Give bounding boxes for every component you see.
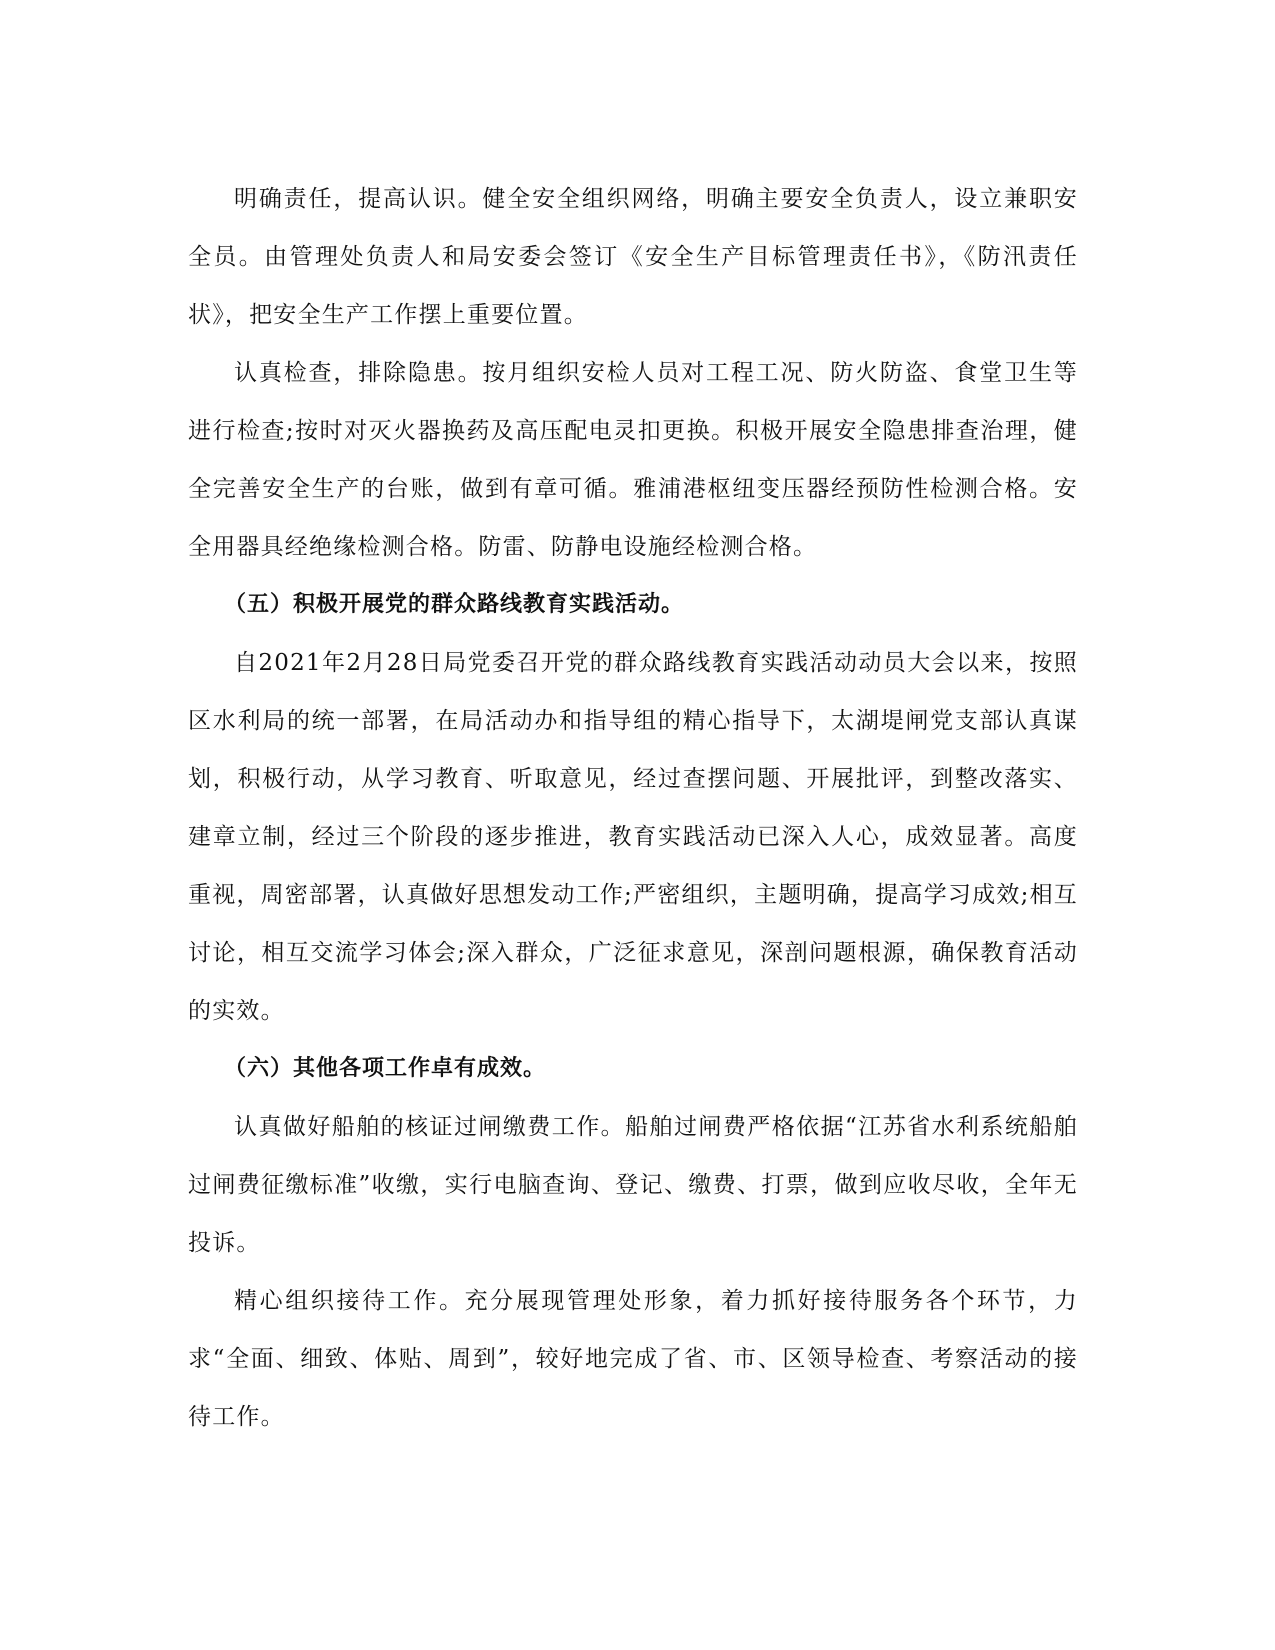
document-body xyxy=(188,170,1078,1446)
paragraph-lock-fee-work: 认真做好船舶的核证过闸缴费工作。船舶过闸费严格依据“江苏省水利系统船舶过闸费征缴标准”收缴，实行电脑查询、登记、缴费、打票，做到应收尽收，全年无投诉。 xyxy=(188,1114,1078,1256)
paragraph-safety-responsibility: 明确责任，提高认识。健全安全组织网络，明确主要安全负责人，设立兼职安全员。由管理处负责人和局安委会签订《安全生产目标管理责任书》，《防汛责任状》，把安全生产工作摆上重要位置。 xyxy=(188,186,1078,328)
paragraph-safety-inspection: 认真检查，排除隐患。按月组织安检人员对工程工况、防火防盗、食堂卫生等进行检查;按时对灭火器换药及高压配电灵扣更换。积极开展安全隐患排查治理，健全完善安全生产的台账，做到有章可循。雅浦港枢纽变压器经预防性检测合格。安全用器具经绝缘检测合格。防雷、防静电设施经检测合格。 xyxy=(188,360,1078,560)
paragraph-mass-line-activity: 自2021年2月28日局党委召开党的群众路线教育实践活动动员大会以来，按照区水利局的统一部署，在局活动办和指导组的精心指导下，太湖堤闸党支部认真谋划，积极行动，从学习教育、听取意见，经过查摆问题、开展批评，到整改落实、建章立制，经过三个阶段的逐步推进，教育实践活动已深入人心，成效显著。高度重视，周密部署，认真做好思想发动工作;严密组织，主题明确，提高学习成效;相互讨论，相互交流学习体会;深入群众，广泛征求意见，深剖问题根源，确保教育活动的实效。 xyxy=(188,650,1078,1024)
section-5-heading: （五）积极开展党的群众路线教育实践活动。 xyxy=(224,592,685,617)
section-6-heading: （六）其他各项工作卓有成效。 xyxy=(224,1056,547,1081)
paragraph-reception-work: 精心组织接待工作。充分展现管理处形象，着力抓好接待服务各个环节，力求“全面、细致、体贴、周到”，较好地完成了省、市、区领导检查、考察活动的接待工作。 xyxy=(188,1288,1078,1430)
